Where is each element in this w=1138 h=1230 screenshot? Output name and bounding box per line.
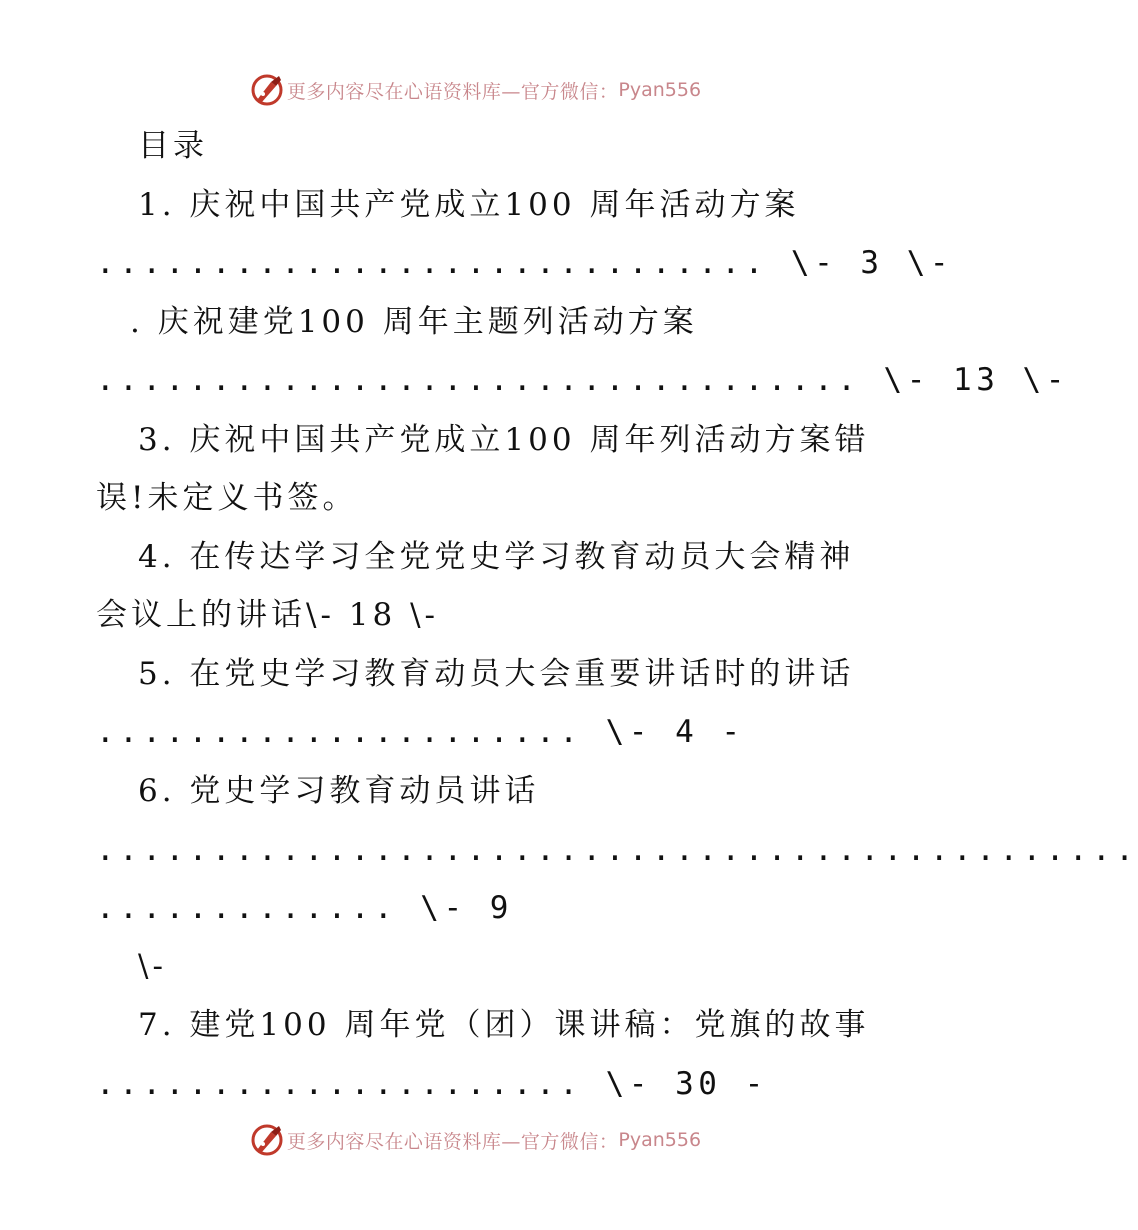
footer-wechat-id: Pyan556 xyxy=(618,1129,702,1151)
header-banner-text: 更多内容尽在心语资料库—官方微信： xyxy=(286,80,619,103)
toc-entry-3: 3. 庆祝中国共产党成立100 周年列活动方案错 xyxy=(138,422,870,458)
toc-entry-7-leader: ..................... \- 30 - xyxy=(96,1066,768,1102)
toc-title: 目录 xyxy=(138,128,208,164)
pen-logo-icon xyxy=(249,72,285,108)
toc-entry-4: 4. 在传达学习全党党史学习教育动员大会精神 xyxy=(138,539,855,575)
toc-entry-5-leader: ..................... \- 4 - xyxy=(96,714,745,750)
toc-entry-6-page-tail: \- xyxy=(138,948,167,984)
toc-entry-3-cont: 误!未定义书签。 xyxy=(96,480,358,516)
toc-entry-1-leader: ............................. \- 3 \- xyxy=(96,245,954,281)
toc-entry-2: . 庆祝建党100 周年主题列活动方案 xyxy=(130,304,698,340)
toc-entry-4-cont: 会议上的讲话\- 18 \- xyxy=(96,597,439,633)
header-banner xyxy=(0,72,950,108)
toc-entry-7: 7. 建党100 周年党（团）课讲稿：党旗的故事 xyxy=(138,1007,870,1043)
toc-entry-2-leader: ................................. \- 13 \- xyxy=(96,362,1069,398)
pen-logo-icon xyxy=(249,1122,285,1158)
footer-banner xyxy=(0,1122,950,1158)
toc-entry-1: 1. 庆祝中国共产党成立100 周年活动方案 xyxy=(138,187,800,223)
toc-entry-6: 6. 党史学习教育动员讲话 xyxy=(138,773,540,809)
header-wechat-id: Pyan556 xyxy=(618,79,702,101)
toc-entry-6-leader: ............................................. xyxy=(96,832,1138,868)
toc-entry-5: 5. 在党史学习教育动员大会重要讲话时的讲话 xyxy=(138,656,855,692)
toc-entry-6-leader-cont: ............. \- 9 xyxy=(96,890,513,926)
footer-banner-text: 更多内容尽在心语资料库—官方微信： xyxy=(286,1130,619,1153)
